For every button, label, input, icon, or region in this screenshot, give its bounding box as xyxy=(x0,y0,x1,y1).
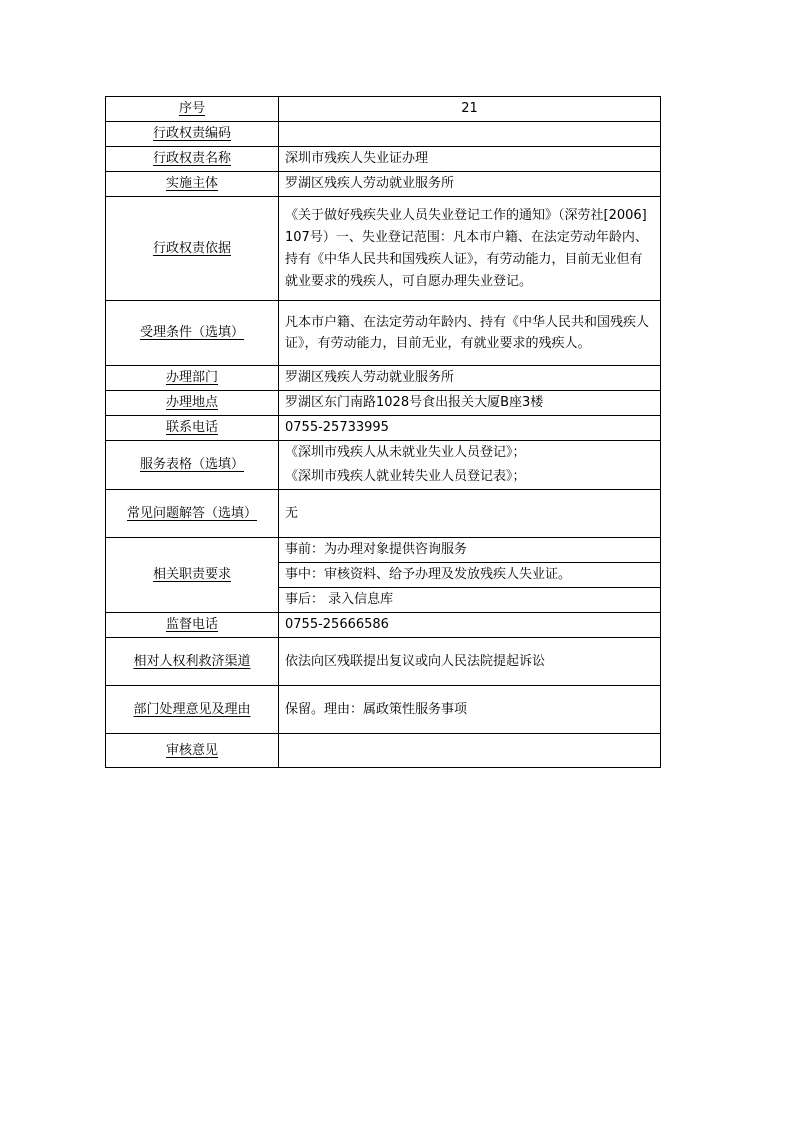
value-department: 罗湖区残疾人劳动就业服务所 xyxy=(279,366,661,391)
value-address: 罗湖区东门南路1028号食出报关大厦B座3楼 xyxy=(279,391,661,416)
value-code xyxy=(279,122,661,147)
value-basis: 《关于做好残疾失业人员失业登记工作的通知》（深劳社[2006]107号）一、失业登记范围：凡本市户籍、在法定劳动年龄内、持有《中华人民共和国残疾人证》，有劳动能力，目前无业但有就业要求的残疾人，可自愿办理失业登记。 xyxy=(279,197,661,301)
row-basis xyxy=(106,197,661,301)
value-conditions: 凡本市户籍、在法定劳动年龄内、持有《中华人民共和国残疾人证》，有劳动能力，目前无业，有就业要求的残疾人。 xyxy=(279,301,661,366)
label-duties: 相关职责要求 xyxy=(106,538,279,613)
label-supervision: 监督电话 xyxy=(106,613,279,638)
label-conditions: 受理条件（选填） xyxy=(106,301,279,366)
value-serial: 21 xyxy=(279,97,661,122)
label-serial: 序号 xyxy=(106,97,279,122)
row-duties-1 xyxy=(106,538,661,563)
row-code xyxy=(106,122,661,147)
row-handling xyxy=(106,686,661,734)
admin-duty-table xyxy=(105,96,661,768)
form-item: 《深圳市残疾人从未就业失业人员登记》； xyxy=(285,445,526,460)
value-review xyxy=(279,734,661,768)
label-name: 行政权责名称 xyxy=(106,147,279,172)
value-name: 深圳市残疾人失业证办理 xyxy=(279,147,661,172)
label-faq: 常见问题解答（选填） xyxy=(106,490,279,538)
value-subject: 罗湖区残疾人劳动就业服务所 xyxy=(279,172,661,197)
duty-item-before: 事前：为办理对象提供咨询服务 xyxy=(279,538,661,563)
row-serial xyxy=(106,97,661,122)
label-phone: 联系电话 xyxy=(106,416,279,441)
duty-item-after: 事后： 录入信息库 xyxy=(279,588,661,613)
value-phone: 0755-25733995 xyxy=(279,416,661,441)
row-name xyxy=(106,147,661,172)
row-subject xyxy=(106,172,661,197)
label-review: 审核意见 xyxy=(106,734,279,768)
value-handling: 保留。理由：属政策性服务事项 xyxy=(279,686,661,734)
value-faq: 无 xyxy=(279,490,661,538)
label-address: 办理地点 xyxy=(106,391,279,416)
row-remedy xyxy=(106,638,661,686)
label-department: 办理部门 xyxy=(106,366,279,391)
label-code: 行政权责编码 xyxy=(106,122,279,147)
row-supervision xyxy=(106,613,661,638)
label-basis: 行政权责依据 xyxy=(106,197,279,301)
row-conditions xyxy=(106,301,661,366)
row-faq xyxy=(106,490,661,538)
value-supervision: 0755-25666586 xyxy=(279,613,661,638)
row-address xyxy=(106,391,661,416)
row-phone xyxy=(106,416,661,441)
label-handling: 部门处理意见及理由 xyxy=(106,686,279,734)
label-remedy: 相对人权利救济渠道 xyxy=(106,638,279,686)
form-item: 《深圳市残疾人就业转失业人员登记表》； xyxy=(285,469,526,484)
row-forms xyxy=(106,441,661,490)
value-remedy: 依法向区残联提出复议或向人民法院提起诉讼 xyxy=(279,638,661,686)
label-subject: 实施主体 xyxy=(106,172,279,197)
label-forms: 服务表格（选填） xyxy=(106,441,279,490)
value-forms xyxy=(279,441,661,490)
duty-item-during: 事中：审核资料、给予办理及发放残疾人失业证。 xyxy=(279,563,661,588)
row-department xyxy=(106,366,661,391)
row-review xyxy=(106,734,661,768)
